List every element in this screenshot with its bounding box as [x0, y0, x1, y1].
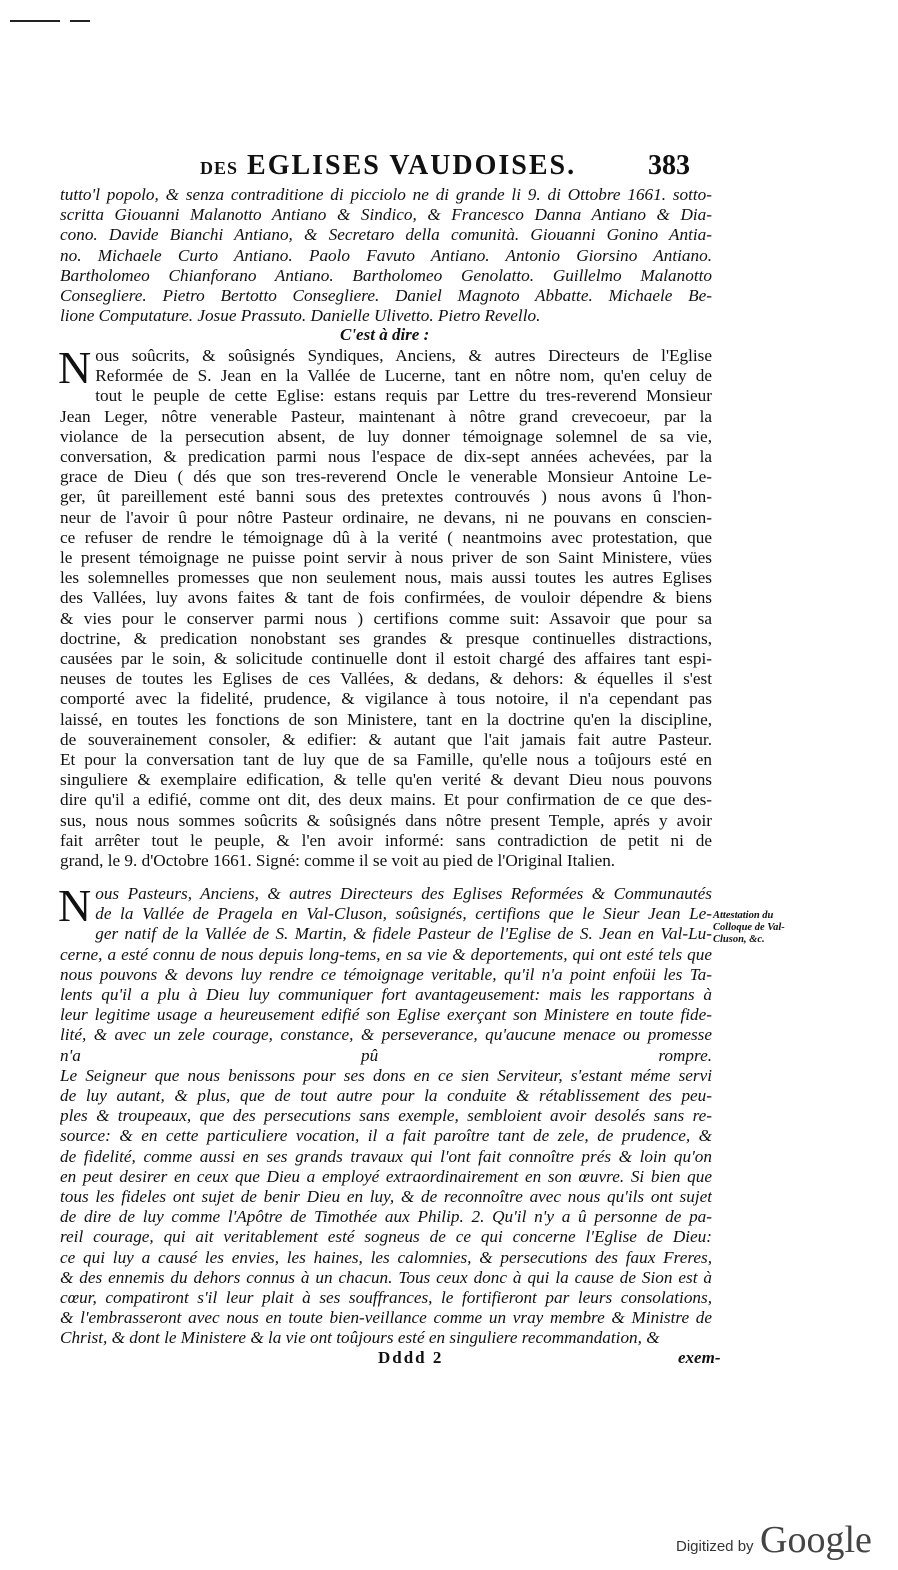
- attest-line: cœur, compatiront s'il leur plait à ses souffrances, le fortifieront par leurs consolations,: [60, 1288, 712, 1308]
- attest-line: de dire de luy comme l'Apôtre de Timothée aux Philip. 2. Qu'il n'y a û personne de pa-: [60, 1207, 712, 1227]
- attest-line: lité, & avec un zele courage, constance, & perseverance, qu'aucune menace ou promesse: [60, 1025, 712, 1045]
- french-line: neur de l'avoir û pour nôtre Pasteur ordinaire, ne devans, ni ne pouvans en conscien-: [60, 507, 712, 527]
- french-line: fait arrêter tout le peuple, & l'en avoir informé: sans contradiction de petit ni de: [60, 830, 712, 850]
- italian-line: lione Computature. Josue Prassuto. Danielle Ulivetto. Pietro Revello.: [60, 306, 541, 326]
- french-line: Jean Leger, nôtre venerable Pasteur, maintenant à nôtre grand crevecoeur, par la: [60, 406, 712, 426]
- italian-line: Consegliere. Pietro Bertotto Consegliere. Daniel Magnoto Abbatte. Michaele Be-: [60, 286, 712, 306]
- signature-mark: Dddd 2: [378, 1348, 444, 1367]
- attest-line: de luy autant, & plus, que de tout autre pour la conduite & rétablissement des peu-: [60, 1086, 712, 1106]
- attest-line: en peut desirer en ceux que Dieu a employé extraordinairement en son œuvre. Si bien que: [60, 1166, 712, 1186]
- french-line: & vies pour le conserver parmi nous ) certifions comme suit: Assavoir que pour sa: [60, 608, 712, 628]
- italian-line: cono. Davide Bianchi Antiano, & Secretaro della comunità. Giouanni Gonino Antia-: [60, 225, 712, 245]
- attest-line: ce qui luy a causé les envies, les haines, les calomnies, & persecutions des faux Freres,: [60, 1247, 712, 1267]
- french-line: les solemnelles promesses que non seulement nous, mais aussi toutes les autres Eglises: [60, 568, 712, 588]
- margin-note: Attestation du Colloque de Val-Cluson, &c.: [713, 910, 785, 945]
- french-line: neuses de toutes les Eglises de ces Vallées, & dedans, & dehors: & équelles il s'est: [60, 669, 712, 689]
- french-line: des Vallées, luy avons faites & tant de fois confirmées, de vouloir dépendre & biens: [60, 588, 712, 608]
- page-number: 383: [648, 150, 690, 181]
- attest-line: leur legitime usage a heureusement edifié son Eglise exerçant son Ministere en toute fide-: [60, 1005, 712, 1025]
- running-head-title: EGLISES VAUDOISES.: [247, 150, 577, 181]
- french-line: ce refuser de rendre le témoignage dû à la verité ( neantmoins avec protestation, que: [60, 527, 712, 547]
- italian-attestation-block: [60, 185, 712, 326]
- french-line: ous soûcrits, & soûsignés Syndiques, Anciens, & autres Directeurs de l'Eglise: [95, 346, 712, 365]
- attest-line: Le Seigneur que nous benissons pour ses dons en ce sien Serviteur, s'estant méme servi: [60, 1065, 712, 1085]
- french-line: grand, le 9. d'Octobre 1661. Signé: comme il se voit au pied de l'Original Italien.: [60, 851, 616, 871]
- french-dropcap: N: [58, 342, 92, 393]
- french-line: Reformée de S. Jean en la Vallée de Lucerne, tant en nôtre nom, qu'en celuy de: [95, 366, 712, 386]
- google-logo: Google: [760, 1519, 872, 1561]
- attest-line: source: & en cette particuliere vocation, il a fait paroître tant de zele, de prudence, &: [60, 1126, 712, 1146]
- colloque-attestation-block: [58, 880, 712, 1349]
- french-line: sus, nous nous sommes soûcrits & soûsignés dans nôtre present Temple, aprés y avoir: [60, 810, 712, 830]
- french-line: causées par le soin, & solicitude continuelle dont il estoit chargé des affaires tant espi-: [60, 649, 712, 669]
- french-line: laissé, en toutes les fonctions de son Ministere, tant en la doctrine qu'en la discipline,: [60, 709, 712, 729]
- attest-line: & des ennemis du dehors connus à un chacun. Tous ceux donc à qui la cause de Sion est à: [60, 1267, 712, 1287]
- attest-line: nous pouvons & devons luy rendre ce témoignage veritable, qu'il n'a point enfoüi les Ta-: [60, 964, 712, 984]
- attest-line: cerne, a esté connu de nous depuis long-tems, en sa vie & deportements, qui ont esté tels que: [60, 944, 712, 964]
- french-line: le present témoignage ne puisse point servir à nous priver de son Saint Ministere, vües: [60, 548, 712, 568]
- google-digitized-watermark: [676, 1518, 886, 1566]
- french-line: comporté avec la fidelité, prudence, & vigilance à tous notoire, il n'a cependant pas: [60, 689, 712, 709]
- attest-line: ous Pasteurs, Anciens, & autres Directeurs des Eglises Reformées & Communautés: [95, 884, 712, 903]
- attest-line: ger natif de la Vallée de S. Martin, & fidele Pasteur de l'Eglise de S. Jean en Val-Lu-: [95, 924, 712, 944]
- attest-line: Christ, & dont le Ministere & la vie ont toûjours esté en singuliere recommandation, &: [60, 1328, 660, 1348]
- cest-a-dire-heading: C'est à dire :: [340, 325, 430, 344]
- italian-line: scritta Giouanni Malanotto Antiano & Sindico, & Francesco Danna Antiano & Dia-: [60, 205, 712, 225]
- attest-line: n'a pû rompre.: [60, 1045, 712, 1065]
- attest-line: tous les fideles ont sujet de benir Dieu en luy, & de reconnoître avec nous qu'ils ont sujet: [60, 1187, 712, 1207]
- italian-line: no. Michaele Curto Antiano. Paolo Favuto Antiano. Antonio Giorsino Antiano.: [60, 245, 712, 265]
- attest-line: de fidelité, comme aussi en ses grands travaux qui l'ont fait connoître prés & loin qu'on: [60, 1146, 712, 1166]
- page-footer: [0, 1348, 898, 1372]
- catchword: exem-: [678, 1348, 721, 1367]
- attest-line: de la Vallée de Pragela en Val-Cluson, soûsignés, certifions que le Sieur Jean Le-: [95, 904, 712, 924]
- digitized-by-text: Digitized by: [676, 1538, 754, 1555]
- scan-edge-mark-left: [10, 20, 60, 22]
- attest-line: ples & troupeaux, que des persecutions sans exemple, sembloient avoir desolés sans re-: [60, 1106, 712, 1126]
- attest-line: lents qu'il a plu à Dieu luy communiquer fort avantageusement: mais les rapportans à: [60, 985, 712, 1005]
- attest-line: & l'embrasseront avec nous en toute bien-veillance comme un vray membre & Ministre de: [60, 1308, 712, 1328]
- french-line: de souverainement consoler, & edifier: & autant que l'ait jamais fait autre Pasteur.: [60, 729, 712, 749]
- attest-dropcap: N: [58, 880, 92, 931]
- italian-line: tutto'l popolo, & senza contraditione di picciolo ne di grande li 9. di Ottobre 1661. sotto-: [60, 185, 712, 204]
- running-head-prefix: DES: [200, 158, 239, 178]
- french-line: violance de la persecution absent, de luy donner témoignage solemnel de sa vie,: [60, 426, 712, 446]
- french-line: Et pour la conversation tant de luy que de sa Famille, qu'elle nous a toûjours esté en: [60, 750, 712, 770]
- french-line: dire qu'il a edifié, comme ont dit, des deux mains. Et pour confirmation de ce que des-: [60, 790, 712, 810]
- french-line: conversation, & predication parmi nous l'espace de dix-sept années achevées, par la: [60, 447, 712, 467]
- page-header: [0, 150, 898, 190]
- scan-edge-mark-right: [70, 20, 90, 22]
- french-line: singuliere & exemplaire edification, & telle qu'en verité & devant Dieu nous pouvons: [60, 770, 712, 790]
- attest-line: reil courage, qui ait veritablement esté sogneus de ce qui concerne l'Eglise de Dieu:: [60, 1227, 712, 1247]
- french-line: ger, ût pareillement esté banni sous des pretextes controuvés ) nous avons û l'hon-: [60, 487, 712, 507]
- running-head: [200, 150, 576, 182]
- french-translation-block: [58, 342, 712, 871]
- french-line: doctrine, & predication nonobstant ses grandes & presque continuelles distractions,: [60, 628, 712, 648]
- french-line: tout le peuple de cette Eglise: estans requis par Lettre du tres-reverend Monsieur: [95, 386, 712, 406]
- italian-line: Bartholomeo Chianforano Antiano. Bartholomeo Genolatto. Guillelmo Malanotto: [60, 265, 712, 285]
- french-line: grace de Dieu ( dés que son tres-reverend Oncle le venerable Monsieur Antoine Le-: [60, 467, 712, 487]
